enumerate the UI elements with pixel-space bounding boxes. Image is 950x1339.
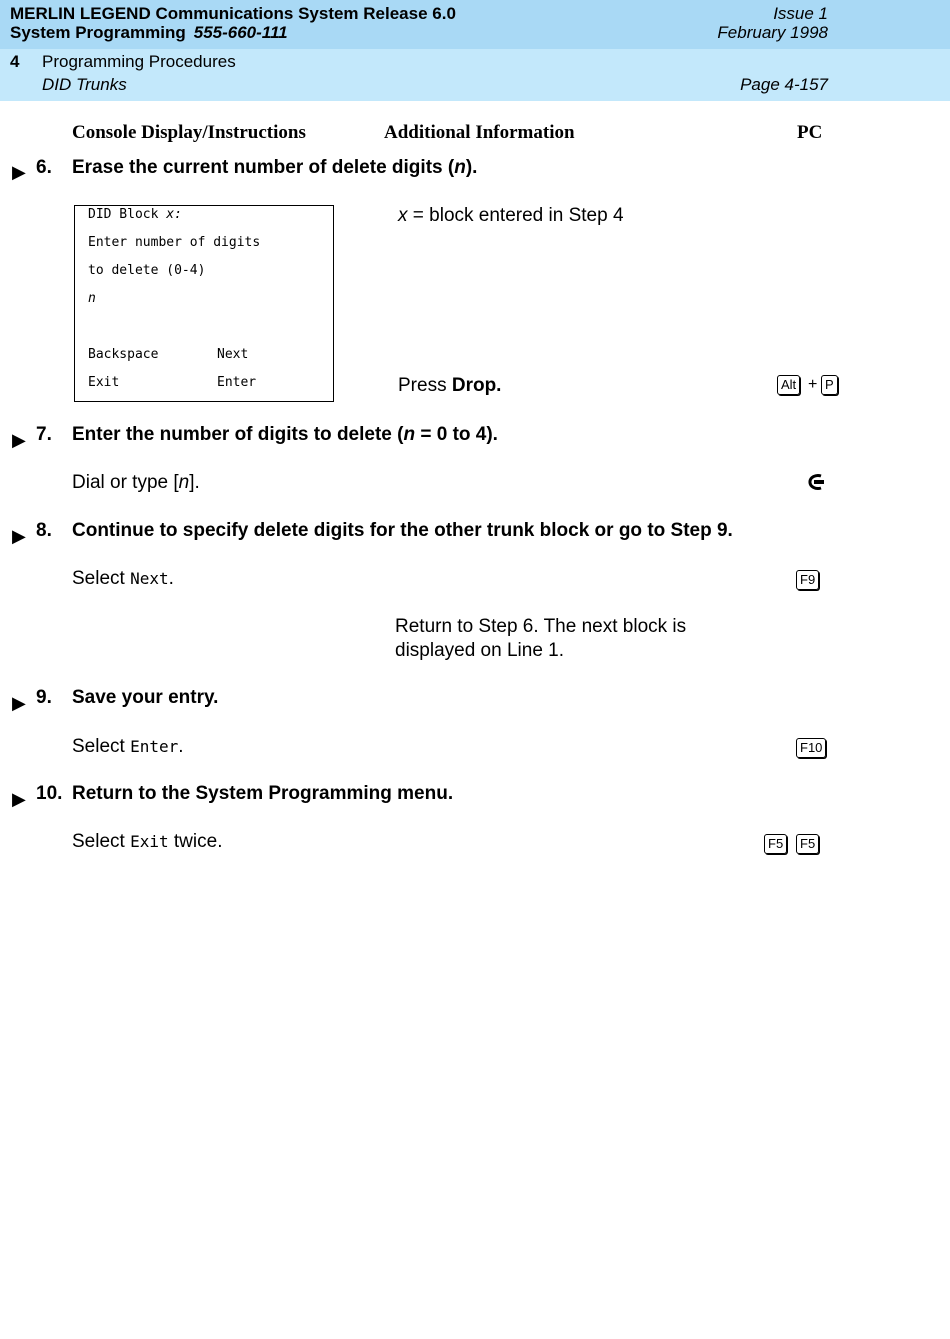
alt-key-icon: Alt bbox=[777, 375, 800, 395]
step-8-instruction-text: Select bbox=[72, 568, 131, 589]
step-8-instruction-end: . bbox=[168, 568, 174, 589]
step-7-var: n bbox=[403, 424, 416, 445]
column-pc: PC bbox=[797, 122, 823, 143]
step-10-title: Return to the System Programming menu. bbox=[72, 783, 454, 804]
step-6-text-end: ). bbox=[465, 157, 478, 178]
display-line-1-text: DID Block bbox=[88, 207, 167, 222]
handset-dial-icon bbox=[805, 472, 827, 492]
chapter-title: Programming Procedures bbox=[42, 52, 236, 71]
issue-date: February 1998 bbox=[717, 23, 828, 42]
display-line-2: Enter number of digits bbox=[88, 235, 261, 250]
step-10-instruction bbox=[72, 831, 222, 853]
step-7-instruction-end: ]. bbox=[189, 472, 200, 493]
step-6-title bbox=[72, 157, 477, 179]
step-7-instruction-text: Dial or type [ bbox=[72, 472, 179, 493]
f9-key-icon: F9 bbox=[796, 570, 819, 590]
p-key-icon: P bbox=[821, 375, 838, 395]
step-8-info-line-2: displayed on Line 1. bbox=[395, 640, 565, 661]
display-line-1 bbox=[88, 207, 182, 223]
step-6-info bbox=[398, 205, 624, 227]
step-8-title: Continue to specify delete digits for the other trunk block or go to Step 9. bbox=[72, 520, 733, 541]
f10-key-icon: F10 bbox=[796, 738, 826, 758]
step-6-press bbox=[398, 375, 501, 397]
step-marker-icon: ▶ bbox=[12, 430, 26, 450]
display-line-3: to delete (0-4) bbox=[88, 263, 206, 278]
step-6-info-text: = block entered in Step 4 bbox=[407, 205, 624, 226]
chapter-number: 4 bbox=[10, 52, 20, 71]
step-9-option-enter[interactable]: Enter bbox=[130, 737, 179, 756]
step-7-instruction bbox=[72, 472, 200, 494]
issue-label: Issue 1 bbox=[773, 4, 828, 23]
step-marker-icon: ▶ bbox=[12, 789, 26, 809]
step-6-var: n bbox=[454, 157, 466, 178]
step-7-text-end: = 0 to 4). bbox=[415, 424, 498, 445]
section-title: DID Trunks bbox=[42, 75, 127, 94]
subtitle-text: System Programming bbox=[10, 23, 186, 42]
column-additional: Additional Information bbox=[384, 122, 575, 143]
doc-subtitle bbox=[10, 23, 288, 43]
step-9-number: 9. bbox=[36, 687, 52, 708]
step-8-instruction bbox=[72, 568, 174, 590]
f5-key-icon: F5 bbox=[764, 834, 787, 854]
step-8-info-line-1: Return to Step 6. The next block is bbox=[395, 616, 687, 637]
page-number: Page 4-157 bbox=[740, 75, 828, 94]
step-7-text: Enter the number of digits to delete ( bbox=[72, 424, 404, 445]
step-7-number: 7. bbox=[36, 424, 52, 445]
step-7-instruction-var: n bbox=[178, 472, 190, 493]
step-10-instruction-end: twice. bbox=[168, 831, 223, 852]
step-marker-icon: ▶ bbox=[12, 162, 26, 182]
f5-key-icon: F5 bbox=[796, 834, 819, 854]
step-marker-icon: ▶ bbox=[12, 526, 26, 546]
display-option-backspace[interactable]: Backspace bbox=[88, 347, 159, 362]
step-7-title bbox=[72, 424, 498, 446]
step-8-option-next[interactable]: Next bbox=[130, 569, 169, 588]
console-display bbox=[74, 205, 334, 402]
plus-sign: + bbox=[808, 376, 818, 393]
step-6-text: Erase the current number of delete digits ( bbox=[72, 157, 455, 178]
step-6-press-key: Drop. bbox=[451, 375, 502, 396]
step-9-instruction-end: . bbox=[178, 736, 184, 757]
step-8-number: 8. bbox=[36, 520, 52, 541]
step-10-option-exit[interactable]: Exit bbox=[130, 832, 169, 851]
doc-title: MERLIN LEGEND Communications System Release 6.0 bbox=[10, 4, 456, 23]
step-10-instruction-text: Select bbox=[72, 831, 131, 852]
display-option-exit[interactable]: Exit bbox=[88, 375, 120, 390]
step-10-number: 10. bbox=[36, 783, 63, 804]
step-9-instruction bbox=[72, 736, 184, 758]
display-line-1-var: x: bbox=[166, 207, 182, 222]
step-6-number: 6. bbox=[36, 157, 52, 178]
display-option-enter[interactable]: Enter bbox=[217, 375, 257, 390]
step-9-instruction-text: Select bbox=[72, 736, 131, 757]
step-6-info-var: x bbox=[398, 205, 408, 226]
step-6-press-text: Press bbox=[398, 375, 452, 396]
step-9-title: Save your entry. bbox=[72, 687, 219, 708]
column-console: Console Display/Instructions bbox=[72, 122, 306, 143]
display-line-4: n bbox=[88, 291, 96, 306]
display-option-next[interactable]: Next bbox=[217, 347, 249, 362]
doc-number: 555-660-111 bbox=[193, 23, 288, 42]
step-marker-icon: ▶ bbox=[12, 693, 26, 713]
